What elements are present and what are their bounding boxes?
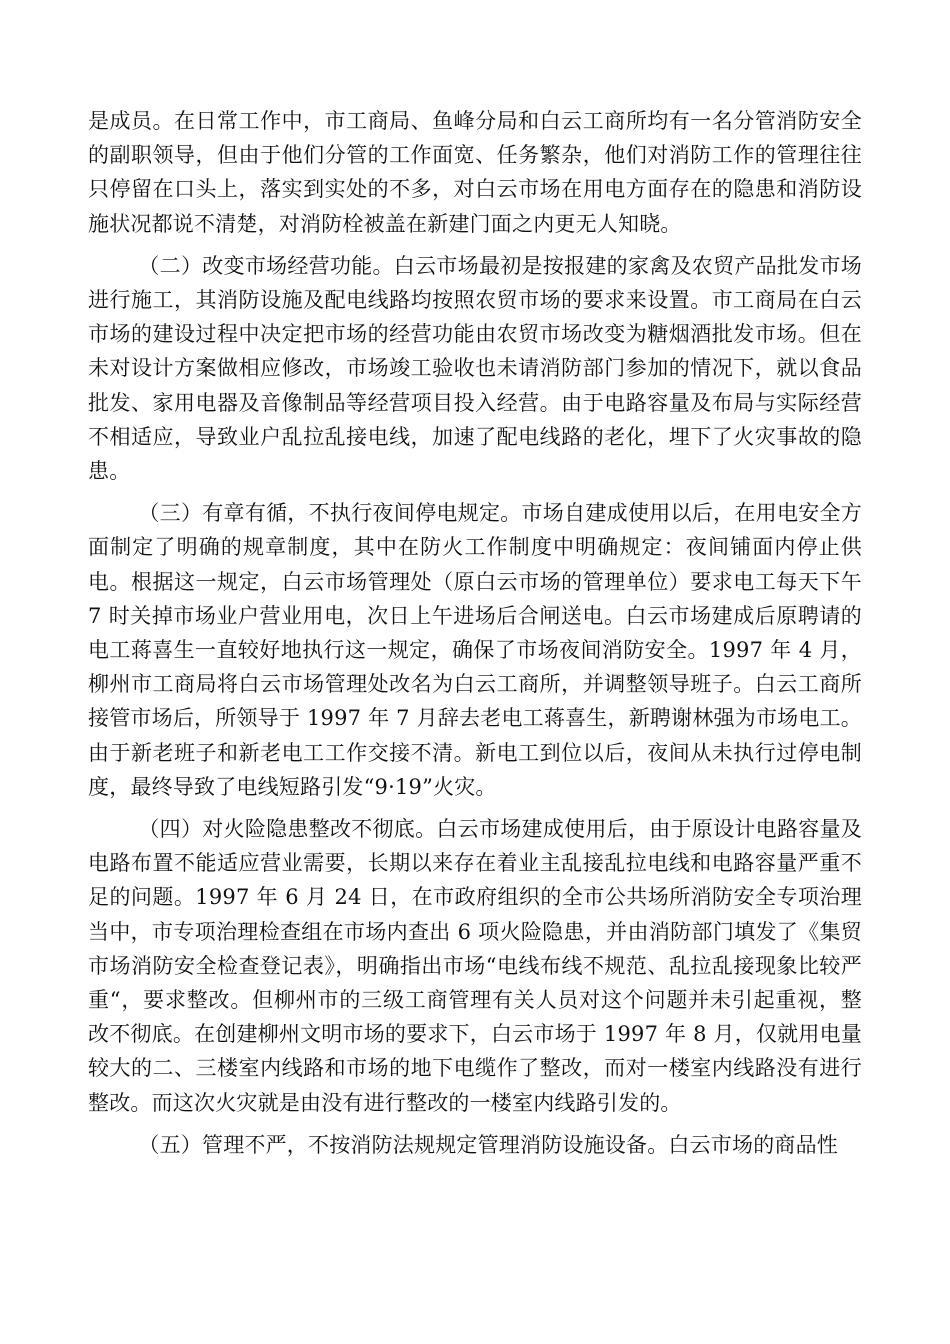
paragraph-continued-members: 是成员。在日常工作中，市工商局、鱼峰分局和白云工商所均有一名分管消防安全的副职领导，但由于他们分管的工作面宽、任务繁杂，他们对消防工作的管理往往只停留在口头上，落实到实处的不多，对白云市场在用电方面存在的隐患和消防设施状况都说不清楚，对消防栓被盖在新建门面之内更无人知晓。: [88, 109, 862, 236]
paragraph-section-5: （五）管理不严，不按消防法规规定管理消防设施设备。白云市场的商品性: [138, 1132, 838, 1157]
paragraph-section-2: （二）改变市场经营功能。白云市场最初是按报建的家禽及农贸产品批发市场进行施工，其消防设施及配电线路均按照农贸市场的要求来设置。市工商局在白云市场的建设过程中决定把市场的经营功能由农贸市场改变为糖烟酒批发市场。但在未对设计方案做相应修改，市场竣工验收也未请消防部门参加的情况下，就以食品批发、家用电器及音像制品等经营项目投入经营。由于电路容量及布局与实际经营不相适应，导致业户乱拉乱接电线，加速了配电线路的老化，埋下了火灾事故的隐患。: [88, 253, 862, 484]
paragraph-section-4: （四）对火险隐患整改不彻底。白云市场建成使用后，由于原设计电路容量及电路布置不能适应营业需要，长期以来存在着业主乱接乱拉电线和电路容量严重不足的问题。1997 年 6 月 24 日，在市政府组织的全市公共场所消防安全专项治理当中，市专项治理检查组在市场内查出 6 项火险隐患，并由消防部门填发了《集贸市场消防安全检查登记表》，明确指出市场“电线布线不规范、乱拉乱接现象比较严重“，要求整改。但柳州市的三级工商管理有关人员对这个问题并未引起重视，整改不彻底。在创建柳州文明市场的要求下，白云市场于 1997 年 8 月，仅就用电量较大的二、三楼室内线路和市场的地下电缆作了整改，而对一楼室内线路没有进行整改。而这次火灾就是由没有进行整改的一楼室内线路引发的。: [88, 817, 862, 1115]
paragraph-section-3: （三）有章有循，不执行夜间停电规定。市场自建成使用以后，在用电安全方面制定了明确的规章制度，其中在防火工作制度中明确规定：夜间铺面内停止供电。根据这一规定，白云市场管理处（原白云市场的管理单位）要求电工每天下午 7 时关掉市场业户营业用电，次日上午进场后合闸送电。白云市场建成后原聘请的电工蒋喜生一直较好地执行这一规定，确保了市场夜间消防安全。1997 年 4 月，柳州市工商局将白云市场管理处改名为白云工商所，并调整领导班子。白云工商所接管市场后，所领导于 1997 年 7 月辞去老电工蒋喜生，新聘谢林强为市场电工。由于新老班子和新老电工工作交接不清。新电工到位以后，夜间从未执行过停电制度，最终导致了电线短路引发“9·19”火灾。: [88, 501, 862, 799]
document-page: [88, 104, 862, 1162]
